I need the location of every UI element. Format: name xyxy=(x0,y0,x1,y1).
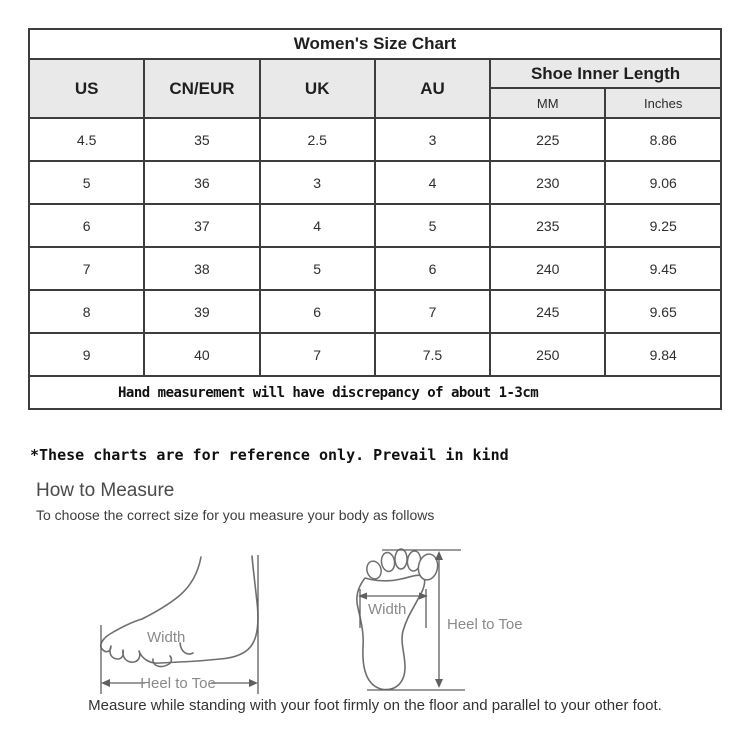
cell-au: 4 xyxy=(375,161,490,204)
cell-inches: 9.65 xyxy=(605,290,721,333)
column-header-inner-length: Shoe Inner Length xyxy=(490,59,721,88)
cell-us: 4.5 xyxy=(29,118,144,161)
measure-instruction-caption: Measure while standing with your foot firmly on the floor and parallel to your other foot. xyxy=(88,697,662,714)
cell-us: 6 xyxy=(29,204,144,247)
cell-mm: 230 xyxy=(490,161,605,204)
cell-inches: 9.25 xyxy=(605,204,721,247)
column-header-cn-eur: CN/EUR xyxy=(144,59,259,118)
cell-mm: 240 xyxy=(490,247,605,290)
cell-inches: 9.45 xyxy=(605,247,721,290)
how-to-measure-heading: How to Measure xyxy=(36,480,175,501)
foot-side-diagram xyxy=(95,540,285,700)
foot-side-outline xyxy=(101,556,258,663)
cell-au: 7.5 xyxy=(375,333,490,376)
arrowhead-right-icon xyxy=(249,679,258,687)
foot-sole-diagram xyxy=(353,533,528,698)
cell-us: 9 xyxy=(29,333,144,376)
cell-us: 5 xyxy=(29,161,144,204)
reference-note: *These charts are for reference only. Prevail in kind xyxy=(30,446,509,464)
column-header-au: AU xyxy=(375,59,490,118)
table-row xyxy=(29,161,721,204)
cell-uk: 5 xyxy=(260,247,375,290)
arrowhead-left-icon xyxy=(101,679,110,687)
cell-mm: 235 xyxy=(490,204,605,247)
column-header-us: US xyxy=(29,59,144,118)
heel-to-toe-label: Heel to Toe xyxy=(140,675,216,692)
cell-mm: 245 xyxy=(490,290,605,333)
cell-cn-eur: 35 xyxy=(144,118,259,161)
width-label: Width xyxy=(368,601,407,618)
cell-cn-eur: 40 xyxy=(144,333,259,376)
cell-uk: 3 xyxy=(260,161,375,204)
foot-sole-outline xyxy=(357,575,425,689)
cell-uk: 6 xyxy=(260,290,375,333)
arrowhead-up-icon xyxy=(435,551,443,560)
toe-shape xyxy=(380,552,396,573)
column-header-mm: MM xyxy=(490,88,605,118)
table-row xyxy=(29,118,721,161)
column-header-uk: UK xyxy=(260,59,375,118)
cell-us: 8 xyxy=(29,290,144,333)
cell-au: 5 xyxy=(375,204,490,247)
cell-mm: 250 xyxy=(490,333,605,376)
column-header-inches: Inches xyxy=(605,88,721,118)
width-label: Width xyxy=(147,629,186,646)
cell-inches: 8.86 xyxy=(605,118,721,161)
table-row xyxy=(29,247,721,290)
cell-cn-eur: 38 xyxy=(144,247,259,290)
cell-uk: 4 xyxy=(260,204,375,247)
cell-inches: 9.84 xyxy=(605,333,721,376)
cell-mm: 225 xyxy=(490,118,605,161)
cell-au: 7 xyxy=(375,290,490,333)
cell-cn-eur: 36 xyxy=(144,161,259,204)
table-title: Women's Size Chart xyxy=(29,29,721,59)
cell-cn-eur: 37 xyxy=(144,204,259,247)
table-row xyxy=(29,290,721,333)
arrowhead-down-icon xyxy=(435,679,443,688)
cell-au: 3 xyxy=(375,118,490,161)
toe-shape xyxy=(365,559,383,580)
cell-cn-eur: 39 xyxy=(144,290,259,333)
size-chart-table xyxy=(28,28,722,410)
table-row xyxy=(29,333,721,376)
toe-shape xyxy=(395,549,407,569)
cell-us: 7 xyxy=(29,247,144,290)
table-row xyxy=(29,204,721,247)
cell-au: 6 xyxy=(375,247,490,290)
table-footnote: Hand measurement will have discrepancy of about 1-3cm xyxy=(29,376,721,409)
foot-side-outline xyxy=(142,557,201,619)
foot-ball-curve xyxy=(153,656,171,666)
how-to-measure-subheading: To choose the correct size for you measure your body as follows xyxy=(36,507,435,523)
cell-uk: 7 xyxy=(260,333,375,376)
heel-to-toe-label: Heel to Toe xyxy=(447,616,523,633)
cell-uk: 2.5 xyxy=(260,118,375,161)
cell-inches: 9.06 xyxy=(605,161,721,204)
